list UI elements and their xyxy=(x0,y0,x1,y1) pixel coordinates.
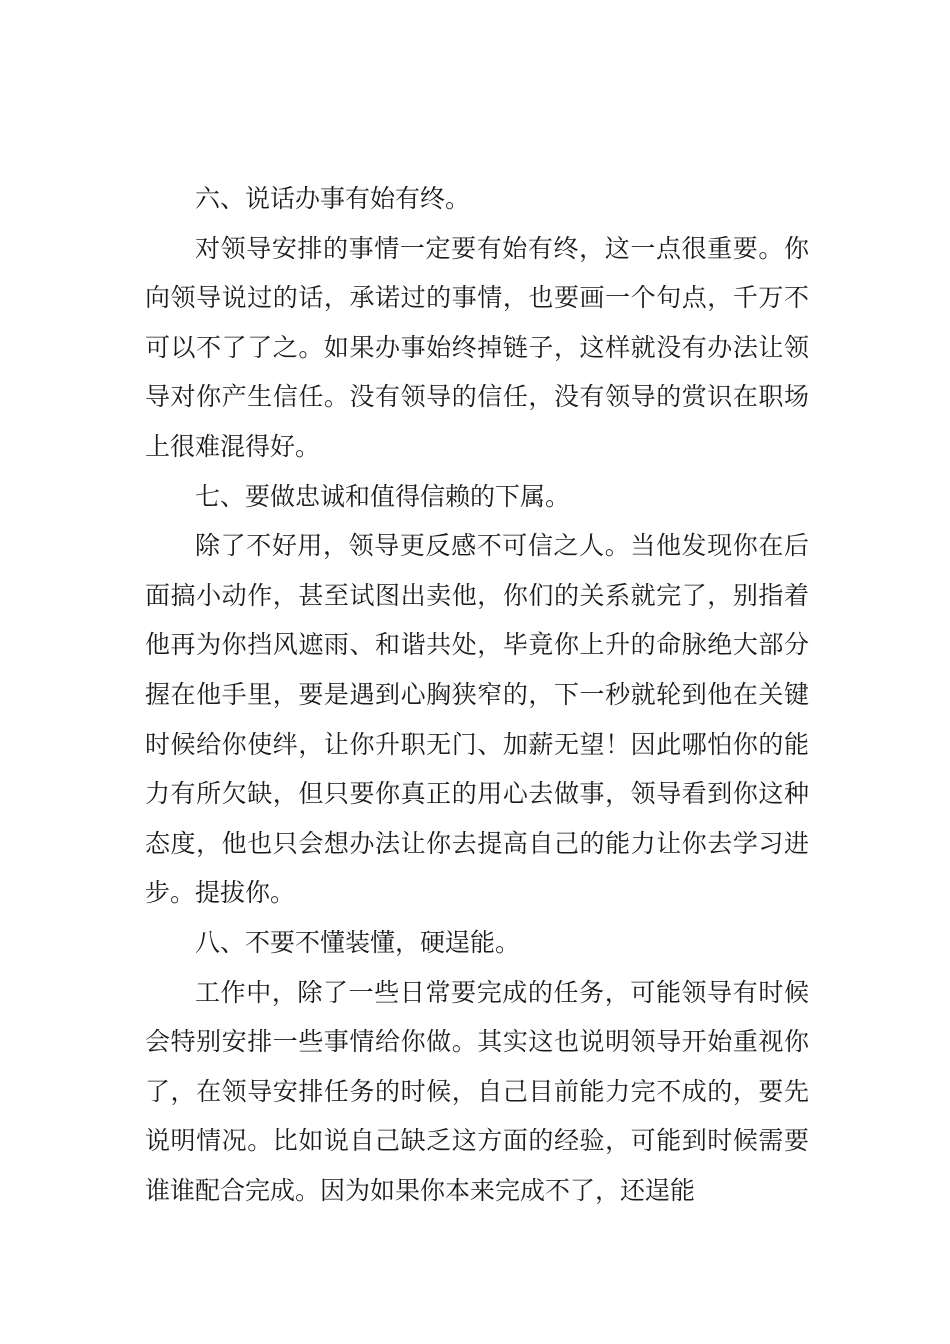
document-body xyxy=(145,174,809,1215)
section-paragraph-8: 工作中，除了一些日常要完成的任务，可能领导有时候会特别安排一些事情给你做。其实这也说明领导开始重视你了，在领导安排任务的时候，自己目前能力完不成的，要先说明情况。比如说自己缺乏这方面的经验，可能到时候需要谁谁配合完成。因为如果你本来完成不了，还逞能 xyxy=(145,977,809,1205)
section-heading-8: 八、不要不懂装懂，硬逞能。 xyxy=(195,927,521,957)
section-heading-7: 七、要做忠诚和值得信赖的下属。 xyxy=(195,481,571,511)
section-heading-6: 六、说话办事有始有终。 xyxy=(195,184,471,213)
section-paragraph-7: 除了不好用，领导更反感不可信之人。当他发现你在后面搞小动作，甚至试图出卖他，你们的关系就完了，别指着他再为你挡风遮雨、和谐共处，毕竟你上升的命脉绝大部分握在他手里，要是遇到心胸狭窄的，下一秒就轮到他在关键时候给你使绊，让你升职无门、加薪无望！因此哪怕你的能力有所欠缺，但只要你真正的用心去做事，领导看到你这种态度，他也只会想办法让你去提高自己的能力让你去学习进步。提拔你。 xyxy=(145,531,809,908)
section-paragraph-6: 对领导安排的事情一定要有始有终，这一点很重要。你向领导说过的话，承诺过的事情，也要画一个句点，千万不可以不了了之。如果办事始终掉链子，这样就没有办法让领导对你产生信任。没有领导的信任，没有领导的赏识在职场上很难混得好。 xyxy=(145,233,809,461)
